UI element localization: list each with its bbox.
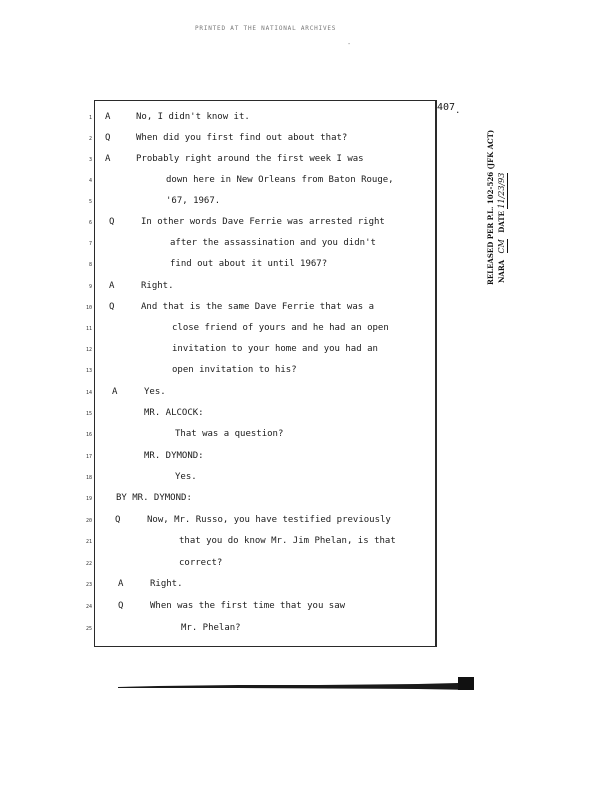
transcript-line [0,255,440,275]
line-text: correct? [179,558,223,568]
transcript-line [0,277,440,297]
header-mark: - [347,40,352,48]
line-number: 1 [88,115,92,121]
line-text: MR. DYMOND: [144,451,204,461]
speaker-label: A [112,387,118,397]
transcript-line [0,532,440,552]
line-text: after the assassination and you didn't [170,238,376,248]
line-text: Right. [141,281,174,291]
line-number: 10 [85,305,92,311]
line-text: When was the first time that you saw [150,601,346,611]
line-text: BY MR. DYMOND: [116,493,192,503]
line-text: And that is the same Dave Ferrie that was a [141,302,374,312]
transcript-line [0,511,440,531]
line-number: 25 [85,626,92,632]
transcript-line [0,447,440,467]
transcript-line [0,213,440,233]
line-number: 19 [85,496,92,502]
line-number: 22 [85,561,92,567]
scan-shadow-bar [118,677,474,691]
transcript-line [0,108,440,128]
line-text: open invitation to his? [172,365,297,375]
page-number: 407 [437,102,456,113]
line-text: close friend of yours and he had an open [172,323,389,333]
line-text: Probably right around the first week I was [136,154,364,164]
line-number: 5 [88,199,92,205]
transcript-line [0,554,440,574]
line-number: 20 [85,518,92,524]
speaker-label: Q [118,601,124,611]
line-number: 12 [85,347,92,353]
line-number: 8 [88,262,92,268]
archive-header: PRINTED AT THE NATIONAL ARCHIVES [195,25,337,32]
line-number: 14 [85,390,92,396]
release-stamp-line: RELEASED PER P.L. 102-526 (JFK ACT) [486,129,495,285]
transcript-line [0,234,440,254]
line-number: 13 [85,368,92,374]
release-date: 11/23/93 [497,172,506,209]
line-number: 9 [88,284,92,290]
line-text: When did you first find out about that? [136,133,348,143]
line-text: No, I didn't know it. [136,112,250,122]
speaker-label: A [109,281,115,291]
speaker-label: Q [109,217,115,227]
line-text: find out about it until 1967? [170,259,328,269]
line-text: that you do know Mr. Jim Phelan, is that [179,536,396,546]
line-text: Yes. [144,387,166,397]
transcript-line [0,468,440,488]
transcript-line [0,192,440,212]
transcript-line [0,361,440,381]
line-text: That was a question? [175,429,284,439]
release-stamp [485,75,508,285]
transcript-line [0,404,440,424]
line-text: In other words Dave Ferrie was arrested right [141,217,385,227]
speaker-label: A [105,112,111,122]
line-number: 4 [88,178,92,184]
line-number: 23 [85,582,92,588]
speaker-label: A [105,154,111,164]
speaker-label: A [118,579,124,589]
speaker-label: Q [105,133,111,143]
transcript-line [0,597,440,617]
transcript-line [0,489,440,509]
line-number: 11 [85,326,92,332]
line-text: MR. ALCOCK: [144,408,204,418]
transcript-line [0,383,440,403]
transcript-line [0,575,440,595]
line-number: 3 [88,157,92,163]
line-text: invitation to your home and you had an [172,344,378,354]
release-stamp-nara-line [496,75,508,283]
line-text: Right. [150,579,183,589]
transcript-line [0,425,440,445]
speaker-label: Q [109,302,115,312]
line-number: 17 [85,454,92,460]
line-text: '67, 1967. [166,196,221,206]
transcript-line [0,340,440,360]
line-number: 2 [88,136,92,142]
nara-label: NARA [497,259,506,283]
line-number: 15 [85,411,92,417]
line-text: down here in New Orleans from Baton Rouge, [166,175,394,185]
line-number: 24 [85,604,92,610]
line-text: Yes. [175,472,197,482]
transcript-line [0,319,440,339]
date-label: DATE [497,211,506,233]
transcript-line [0,298,440,318]
page-number-mark: . [455,106,461,116]
line-number: 21 [85,539,92,545]
line-number: 16 [85,432,92,438]
transcript-line [0,619,440,639]
line-text: Mr. Phelan? [181,623,241,633]
signature: CM [497,239,506,254]
transcript-line [0,150,440,170]
line-number: 7 [88,241,92,247]
transcript-line [0,171,440,191]
line-number: 18 [85,475,92,481]
speaker-label: Q [115,515,121,525]
line-text: Now, Mr. Russo, you have testified previously [147,515,391,525]
transcript-line [0,129,440,149]
line-number: 6 [88,220,92,226]
